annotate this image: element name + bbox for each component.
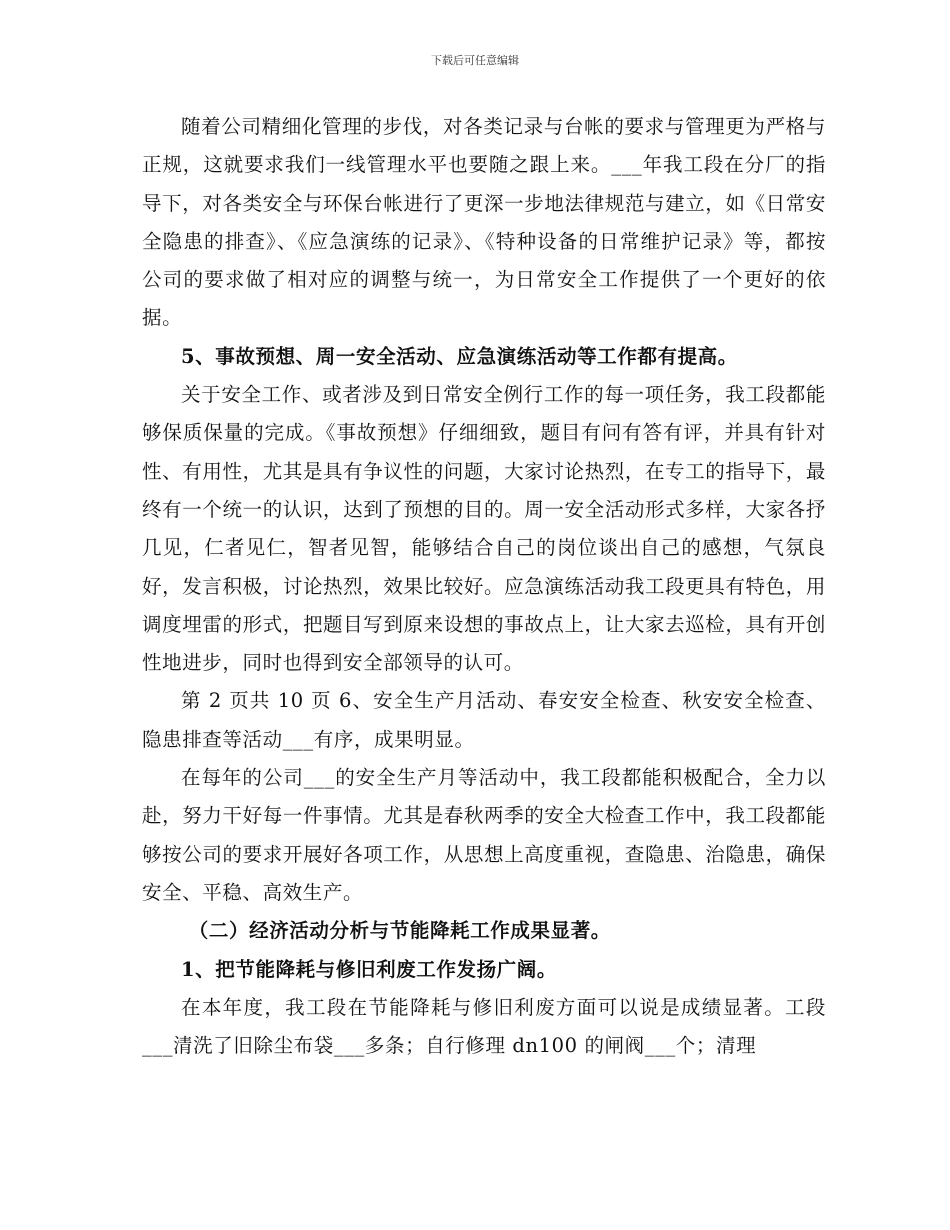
document-body	[142, 108, 826, 1065]
page-header: 下载后可任意编辑	[431, 54, 519, 67]
paragraph-energy-saving: 在本年度，我工段在节能降耗与修旧利废方面可以说是成绩显著。工段___清洗了旧除尘布袋___多条；自行修理 dn100 的闸阀___个；清理	[142, 995, 826, 1058]
paragraph-safety-work: 关于安全工作、或者涉及到日常安全例行工作的每一项任务，我工段都能够保质保量的完成。《事故预想》仔细细致，题目有问有答有评，并具有针对性、有用性，尤其是具有争议性的问题，大家讨论热烈，在专工的指导下，最终有一个统一的认识，达到了预想的目的。周一安全活动形式多样，大家各抒几见，仁者见仁，智者见智，能够结合自己的岗位谈出自己的感想，气氛良好，发言积极，讨论热烈，效果比较好。应急演练活动我工段更具有特色，用调度埋雷的形式，把题目写到原来设想的事故点上，让大家去巡检，具有开创性地进步，同时也得到安全部领导的认可。	[142, 383, 826, 675]
paragraph-records: 随着公司精细化管理的步伐，对各类记录与台帐的要求与管理更为严格与正规，这就要求我们一线管理水平也要随之跟上来。___年我工段在分厂的指导下，对各类安全与环保台帐进行了更深一步地法律规范与建立，如《日常安全隐患的排查》、《应急演练的记录》、《特种设备的日常维护记录》等，都按公司的要求做了相对应的调整与统一，为日常安全工作提供了一个更好的依据。	[142, 115, 826, 330]
heading-accident-drills: 5、事故预想、周一安全活动、应急演练活动等工作都有提高。	[181, 344, 738, 368]
paragraph-annual-activities: 在每年的公司___的安全生产月等活动中，我工段都能积极配合，全力以赴，努力干好每一件事情。尤其是春秋两季的安全大检查工作中，我工段都能够按公司的要求开展好各项工作，从思想上高度重视，查隐患、治隐患，确保安全、平稳、高效生产。	[142, 766, 826, 904]
heading-energy-saving: 1、把节能降耗与修旧利废工作发扬广阔。	[181, 957, 557, 981]
paragraph-safety-month: 第 2 页共 10 页 6、安全生产月活动、春安安全检查、秋安安全检查、隐患排查等活动___有序，成果明显。	[142, 689, 826, 751]
heading-economic-analysis: （二）经济活动分析与节能降耗工作成果显著。	[188, 919, 611, 943]
